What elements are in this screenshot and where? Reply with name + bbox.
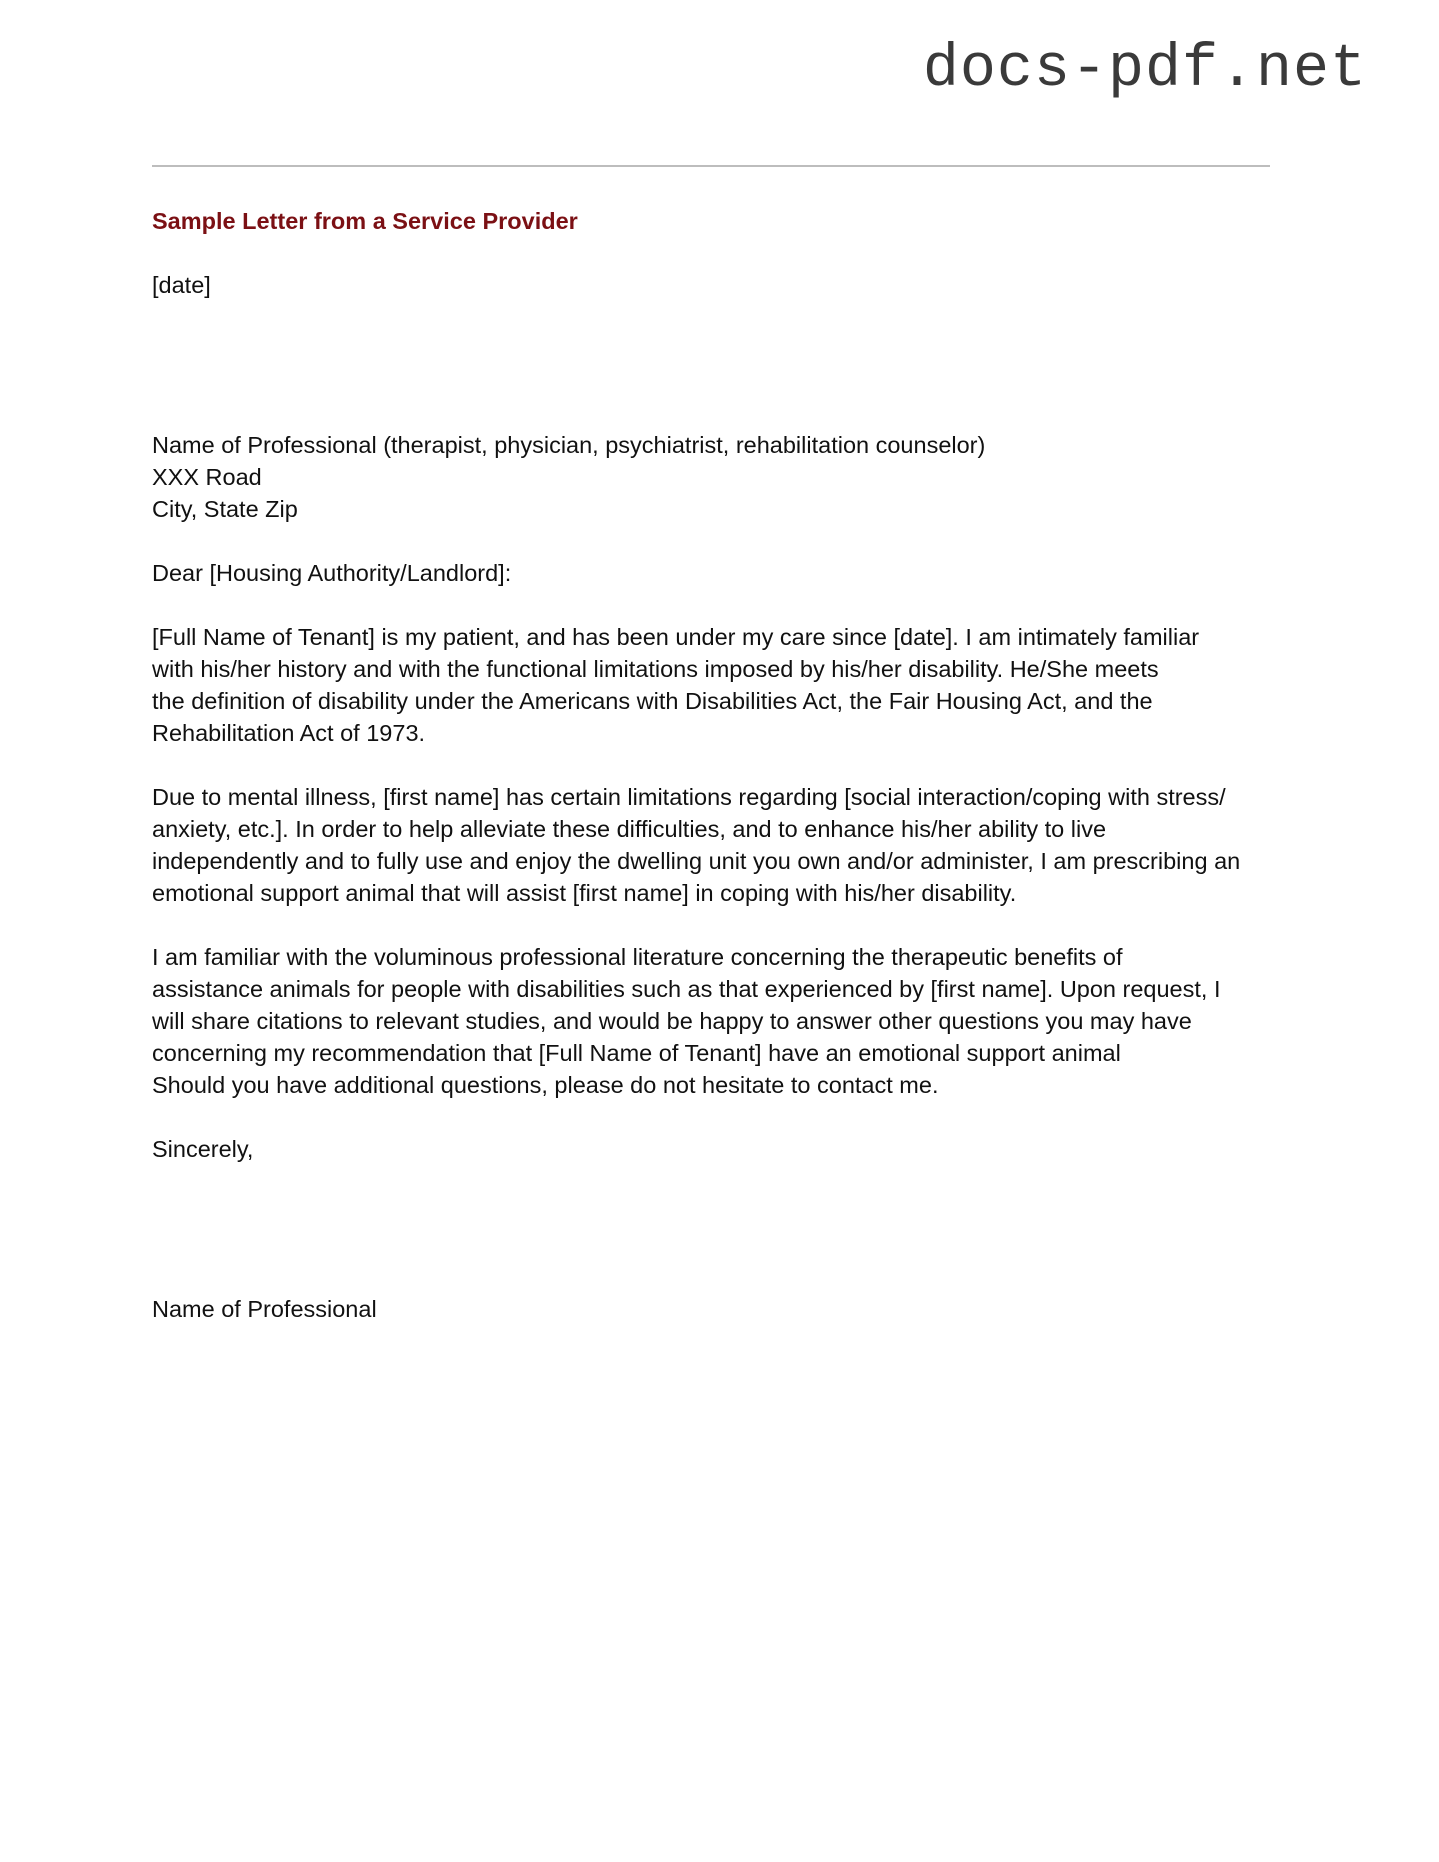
letter-title: Sample Letter from a Service Provider xyxy=(152,208,578,234)
paragraph-line: I am familiar with the voluminous professional literature concerning the therapeutic benefits of xyxy=(152,944,1123,970)
paragraph-line: Should you have additional questions, please do not hesitate to contact me. xyxy=(152,1072,939,1098)
sender-address xyxy=(152,429,1282,525)
paragraph-line: the definition of disability under the Americans with Disabilities Act, the Fair Housing Act, and the xyxy=(152,688,1153,714)
signature xyxy=(152,1293,1282,1325)
closing-line: Sincerely, xyxy=(152,1136,254,1162)
paragraph-line: with his/her history and with the functional limitations imposed by his/her disability. He/She meets xyxy=(152,656,1159,682)
paragraph-line: assistance animals for people with disabilities such as that experienced by [first name]. Upon request, I xyxy=(152,976,1221,1002)
salutation xyxy=(152,557,1282,589)
date-line: [date] xyxy=(152,272,211,298)
letter-body xyxy=(152,205,1282,1357)
paragraph-line: will share citations to relevant studies, and would be happy to answer other questions you may have xyxy=(152,1008,1192,1034)
header-divider xyxy=(152,165,1270,167)
signature-space xyxy=(152,1197,1282,1293)
paragraph-line: Due to mental illness, [first name] has certain limitations regarding [social interaction/coping with stress/ xyxy=(152,784,1226,810)
signature-line: Name of Professional xyxy=(152,1296,377,1322)
address-line: Name of Professional (therapist, physician, psychiatrist, rehabilitation counselor) xyxy=(152,432,986,458)
paragraph-1 xyxy=(152,621,1282,749)
address-line: XXX Road xyxy=(152,464,262,490)
paragraph-2 xyxy=(152,781,1282,909)
paragraph-line: independently and to fully use and enjoy the dwelling unit you own and/or administer, I am prescribing an xyxy=(152,848,1241,874)
paragraph-line: [Full Name of Tenant] is my patient, and has been under my care since [date]. I am intimately familiar xyxy=(152,624,1200,650)
paragraph-line: emotional support animal that will assist [first name] in coping with his/her disability. xyxy=(152,880,1017,906)
watermark-logo: docs-pdf.net xyxy=(922,36,1367,104)
paragraph-3 xyxy=(152,941,1282,1101)
letter-date xyxy=(152,269,1282,301)
paragraph-line: concerning my recommendation that [Full Name of Tenant] have an emotional support animal xyxy=(152,1040,1121,1066)
paragraph-line: anxiety, etc.]. In order to help alleviate these difficulties, and to enhance his/her ability to live xyxy=(152,816,1107,842)
closing xyxy=(152,1133,1282,1165)
spacer xyxy=(152,333,1282,429)
salutation-line: Dear [Housing Authority/Landlord]: xyxy=(152,560,512,586)
address-line: City, State Zip xyxy=(152,496,298,522)
paragraph-line: Rehabilitation Act of 1973. xyxy=(152,720,426,746)
